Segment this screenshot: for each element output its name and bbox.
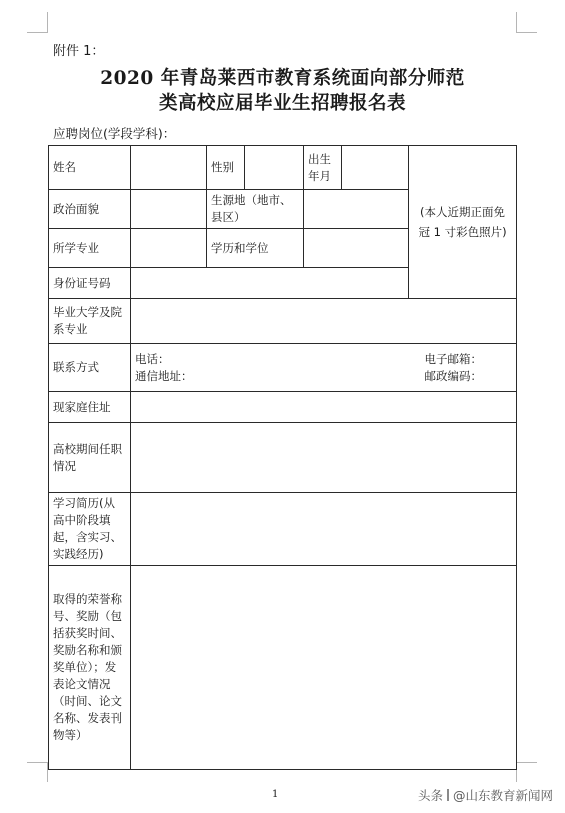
id-number-label: 身份证号码	[49, 268, 131, 299]
crop-mark-bottom-left-h	[27, 762, 48, 763]
crop-mark-top-right-h	[516, 32, 537, 33]
origin-label: 生源地（地市、县区）	[207, 190, 304, 229]
crop-mark-top-left-v	[47, 12, 48, 32]
home-address-label: 现家庭住址	[49, 392, 131, 423]
address-label: 通信地址：	[135, 368, 193, 383]
home-address-field[interactable]	[131, 392, 517, 423]
title-line-1: 2020 年青岛莱西市教育系统面向部分师范	[100, 68, 465, 89]
photo-box[interactable]: (本人近期正面免冠 1 寸彩色照片)	[409, 146, 517, 299]
honors-label: 取得的荣誉称号、奖励（包括获奖时间、奖励名称和颁奖单位）；发表论文情况（时间、论文名称、发表刊物等）	[49, 566, 131, 770]
major-label: 所学专业	[49, 229, 131, 268]
watermark-brand: 头条	[417, 788, 443, 803]
university-field[interactable]	[131, 299, 517, 344]
honors-field[interactable]	[131, 566, 517, 770]
political-label: 政治面貌	[49, 190, 131, 229]
campus-roles-label: 高校期间任职情况	[49, 423, 131, 493]
title-line-2: 类高校应届毕业生招聘报名表	[158, 93, 406, 114]
page-number: 1	[272, 789, 279, 800]
campus-roles-field[interactable]	[131, 423, 517, 493]
gender-field[interactable]	[245, 146, 304, 190]
political-field[interactable]	[131, 190, 207, 229]
attachment-label: 附件 1：	[53, 44, 105, 59]
name-label: 姓名	[49, 146, 131, 190]
id-number-field[interactable]	[131, 268, 409, 299]
study-history-field[interactable]	[131, 493, 517, 566]
major-field[interactable]	[131, 229, 207, 268]
degree-field[interactable]	[304, 229, 409, 268]
email-label: 电子邮箱：	[424, 351, 482, 366]
registration-form-table	[48, 145, 517, 770]
contact-field[interactable]	[131, 344, 517, 392]
birth-field[interactable]	[342, 146, 409, 190]
watermark-source: @山东教育新闻网	[452, 788, 553, 803]
crop-mark-bottom-right-h	[516, 762, 537, 763]
watermark	[418, 786, 553, 804]
degree-label: 学历和学位	[207, 229, 304, 268]
contact-label: 联系方式	[49, 344, 131, 392]
position-label: 应聘岗位(学段学科)：	[53, 126, 176, 141]
study-history-label: 学习简历(从高中阶段填起，含实习、实践经历)	[49, 493, 131, 566]
crop-mark-top-right-v	[516, 12, 517, 32]
watermark-divider	[447, 789, 449, 801]
birth-label: 出生年月	[304, 146, 342, 190]
university-label: 毕业大学及院系专业	[49, 299, 131, 344]
postcode-label: 邮政编码：	[424, 368, 482, 383]
crop-mark-top-left-h	[27, 32, 48, 33]
name-field[interactable]	[131, 146, 207, 190]
gender-label: 性别	[207, 146, 245, 190]
origin-field[interactable]	[304, 190, 409, 229]
phone-label: 电话：	[135, 351, 170, 366]
